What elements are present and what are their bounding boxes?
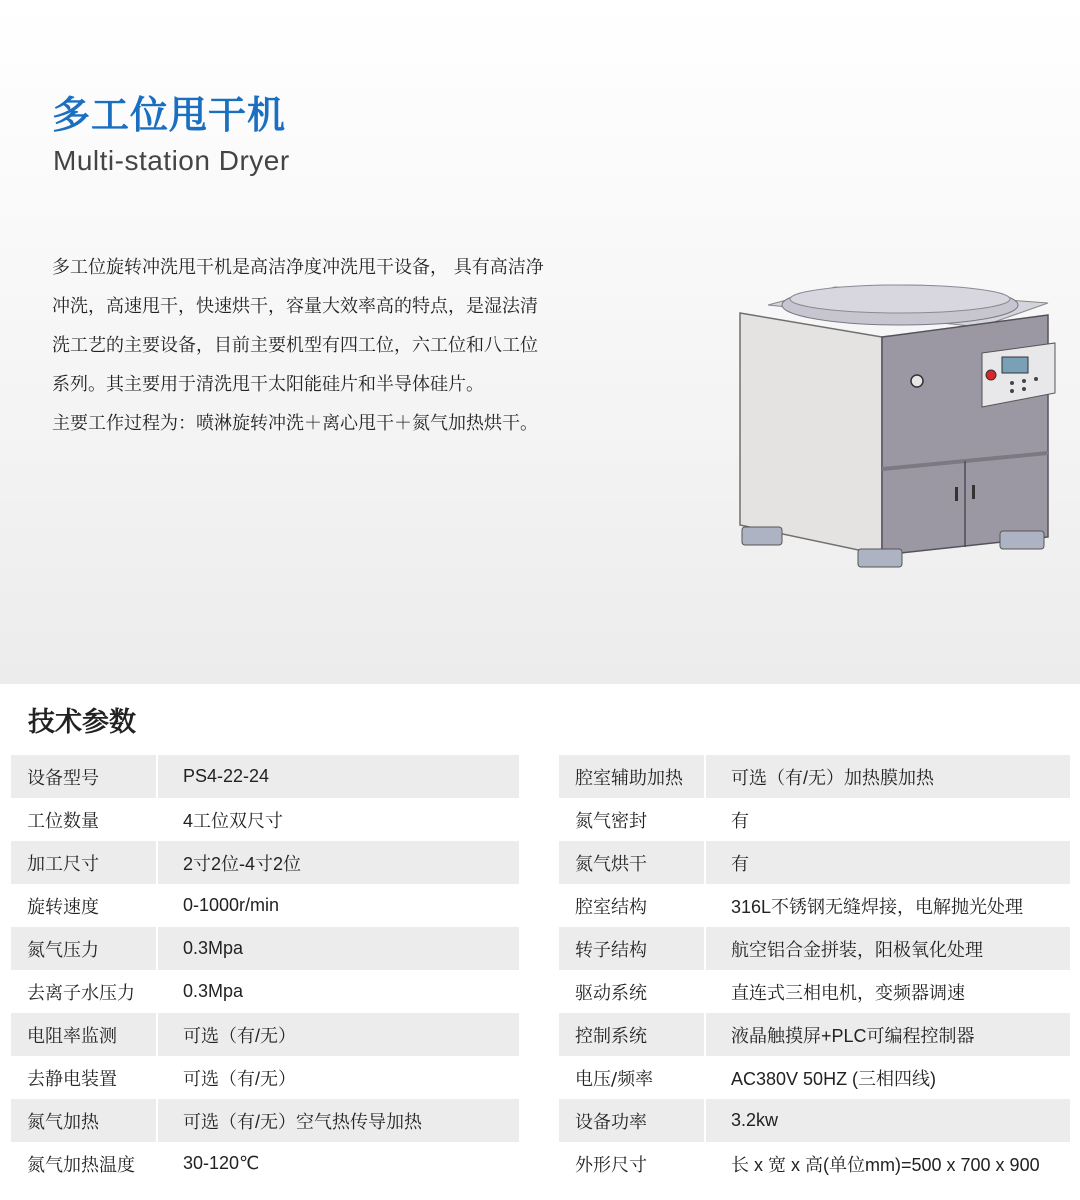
specs-table-left <box>11 755 519 1185</box>
spec-row <box>11 1056 519 1099</box>
spec-key: 控制系统 <box>559 1013 706 1056</box>
spec-key: 设备型号 <box>11 755 158 798</box>
spec-value: 可选（有/无） <box>183 1068 297 1089</box>
spec-key: 氮气加热 <box>11 1099 158 1142</box>
spec-row <box>559 841 1070 884</box>
spec-value: 直连式三相电机，变频器调速 <box>731 982 965 1003</box>
spec-row <box>559 755 1070 798</box>
spec-value: 30-120℃ <box>183 1153 260 1173</box>
description-line: 系列。其主要用于清洗甩干太阳能硅片和半导体硅片。 <box>52 374 484 395</box>
spec-value: 2寸2位-4寸2位 <box>183 853 302 874</box>
spec-row <box>11 755 519 798</box>
description-line: 冲洗，高速甩干，快速烘干，容量大效率高的特点，是湿法清 <box>52 296 538 317</box>
spec-key: 腔室结构 <box>559 884 706 927</box>
spec-row <box>559 970 1070 1013</box>
spec-value: PS4-22-24 <box>183 766 270 786</box>
spec-key: 转子结构 <box>559 927 706 970</box>
spec-key: 旋转速度 <box>11 884 158 927</box>
spec-value: 航空铝合金拼装，阳极氧化处理 <box>731 939 983 960</box>
spec-value: 316L不锈钢无缝焊接，电解抛光处理 <box>731 896 1024 917</box>
description-line: 多工位旋转冲洗甩干机是高洁净度冲洗甩干设备， 具有高洁净 <box>52 257 544 278</box>
description-line: 主要工作过程为：喷淋旋转冲洗＋离心甩干＋氮气加热烘干。 <box>52 413 538 434</box>
spec-key: 设备功率 <box>559 1099 706 1142</box>
spec-row <box>559 884 1070 927</box>
spec-key: 外形尺寸 <box>559 1142 706 1185</box>
spec-key: 加工尺寸 <box>11 841 158 884</box>
spec-row <box>11 798 519 841</box>
spec-value: 可选（有/无）空气热传导加热 <box>183 1111 422 1132</box>
spec-row <box>559 1013 1070 1056</box>
product-title: 多工位甩干机 <box>52 93 287 137</box>
spec-key: 去静电装置 <box>11 1056 158 1099</box>
spec-value: 0-1000r/min <box>183 895 280 915</box>
machine-image <box>730 275 1060 575</box>
description-line: 洗工艺的主要设备，目前主要机型有四工位，六工位和八工位 <box>52 335 538 356</box>
spec-value: 有 <box>731 853 749 874</box>
spec-row <box>11 884 519 927</box>
specs-table-right <box>559 755 1070 1185</box>
spec-value: 0.3Mpa <box>183 981 244 1001</box>
spec-key: 氮气加热温度 <box>11 1142 158 1185</box>
spec-key: 工位数量 <box>11 798 158 841</box>
spec-row <box>11 1099 519 1142</box>
spec-value: 0.3Mpa <box>183 938 244 958</box>
spec-key: 腔室辅助加热 <box>559 755 706 798</box>
spec-key: 电压/频率 <box>559 1056 706 1099</box>
spec-value: AC380V 50HZ (三相四线) <box>731 1068 937 1089</box>
spec-row <box>11 1013 519 1056</box>
spec-row <box>559 1142 1070 1185</box>
spec-value: 有 <box>731 810 749 831</box>
product-description <box>52 248 582 443</box>
spec-row <box>11 1142 519 1185</box>
spec-value: 液晶触摸屏+PLC可编程控制器 <box>731 1025 975 1046</box>
spec-row <box>559 1056 1070 1099</box>
spec-value: 可选（有/无） <box>183 1025 297 1046</box>
spec-row <box>559 927 1070 970</box>
spec-key: 氮气压力 <box>11 927 158 970</box>
spec-key: 电阻率监测 <box>11 1013 158 1056</box>
spec-value: 可选（有/无）加热膜加热 <box>731 767 934 788</box>
spec-value: 3.2kw <box>731 1110 779 1130</box>
spec-key: 驱动系统 <box>559 970 706 1013</box>
spec-row <box>559 1099 1070 1142</box>
spec-row <box>11 841 519 884</box>
spec-key: 去离子水压力 <box>11 970 158 1013</box>
spec-value: 4工位双尺寸 <box>183 810 284 831</box>
spec-key: 氮气密封 <box>559 798 706 841</box>
spec-row <box>11 927 519 970</box>
spec-key: 氮气烘干 <box>559 841 706 884</box>
spec-row <box>559 798 1070 841</box>
spec-value: 长 x 宽 x 高(单位mm)=500 x 700 x 900 <box>731 1154 1040 1175</box>
product-subtitle: Multi-station Dryer <box>53 145 290 176</box>
spec-row <box>11 970 519 1013</box>
specs-heading: 技术参数 <box>28 707 136 738</box>
